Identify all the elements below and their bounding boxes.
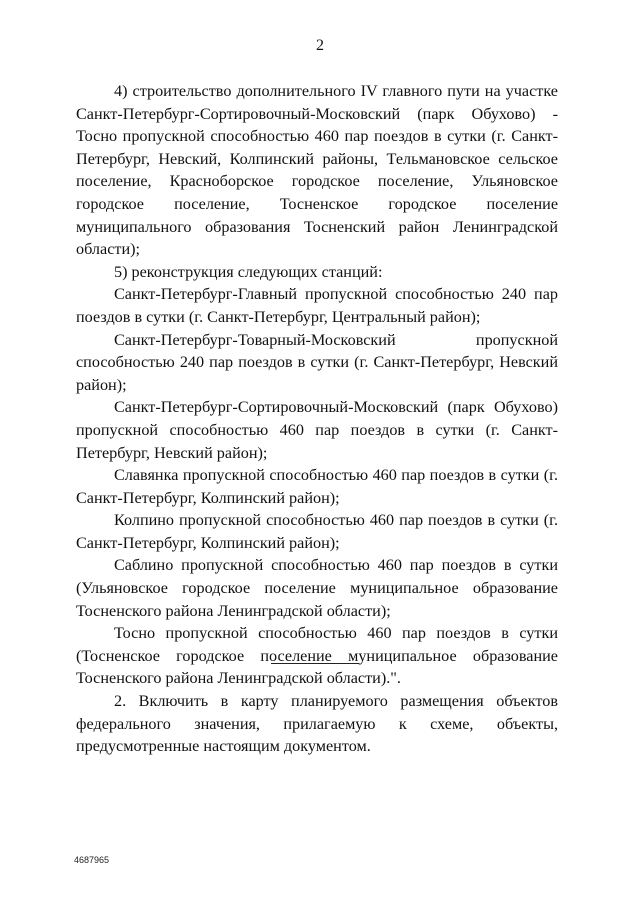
document-body (76, 80, 558, 758)
paragraph-station-slavyanka: Славянка пропускной способностью 460 пар поездов в сутки (г. Санкт-Петербург, Колпинский район); (76, 466, 558, 507)
paragraph-station-tosno: Тосно пропускной способностью 460 пар поездов в сутки (Тосненское городское поселение муниципальное образование Тосненского района Ленинградской области).". (76, 624, 558, 688)
separator-line (271, 663, 359, 664)
paragraph-station-kolpino: Колпино пропускной способностью 460 пар поездов в сутки (г. Санкт-Петербург, Колпинский район); (76, 511, 558, 552)
paragraph-station-tovarny: Санкт-Петербург-Товарный-Московский пропускной способностью 240 пар поездов в сутки (г. Санкт-Петербург, Невский район); (76, 330, 558, 394)
paragraph-stations-intro: 5) реконструкция следующих станций: (114, 262, 383, 281)
paragraph-include-map: 2. Включить в карту планируемого размещения объектов федерального значения, прилагаемую к схеме, объекты, предусмотренные настоящим документом. (76, 692, 558, 756)
paragraph-station-glavny: Санкт-Петербург-Главный пропускной способностью 240 пар поездов в сутки (г. Санкт-Петербург, Центральный район); (76, 285, 558, 326)
page-number: 2 (316, 37, 324, 54)
paragraph-station-sortirovochny: Санкт-Петербург-Сортировочный-Московский (парк Обухово) пропускной способностью 460 пар поездов в сутки (г. Санкт-Петербург, Невский район); (76, 398, 558, 462)
document-id: 4687965 (74, 855, 110, 865)
paragraph-track-construction: 4) строительство дополнительного IV главного пути на участке Санкт-Петербург-Сортировочный-Московский (парк Обухово) - Тосно пропускной способностью 460 пар поездов в сутки (г. Санкт-Петербург, Невский, Колпинский районы, Тельмановское сельское поселение, Красноборское городское поселение, Ульяновское городское поселение, Тосненское городское поселение муниципального образования Тосненский район Ленинградской области); (76, 82, 558, 259)
paragraph-station-sablino: Саблино пропускной способностью 460 пар поездов в сутки (Ульяновское городское поселение муниципальное образование Тосненского района Ленинградской области); (76, 556, 558, 620)
